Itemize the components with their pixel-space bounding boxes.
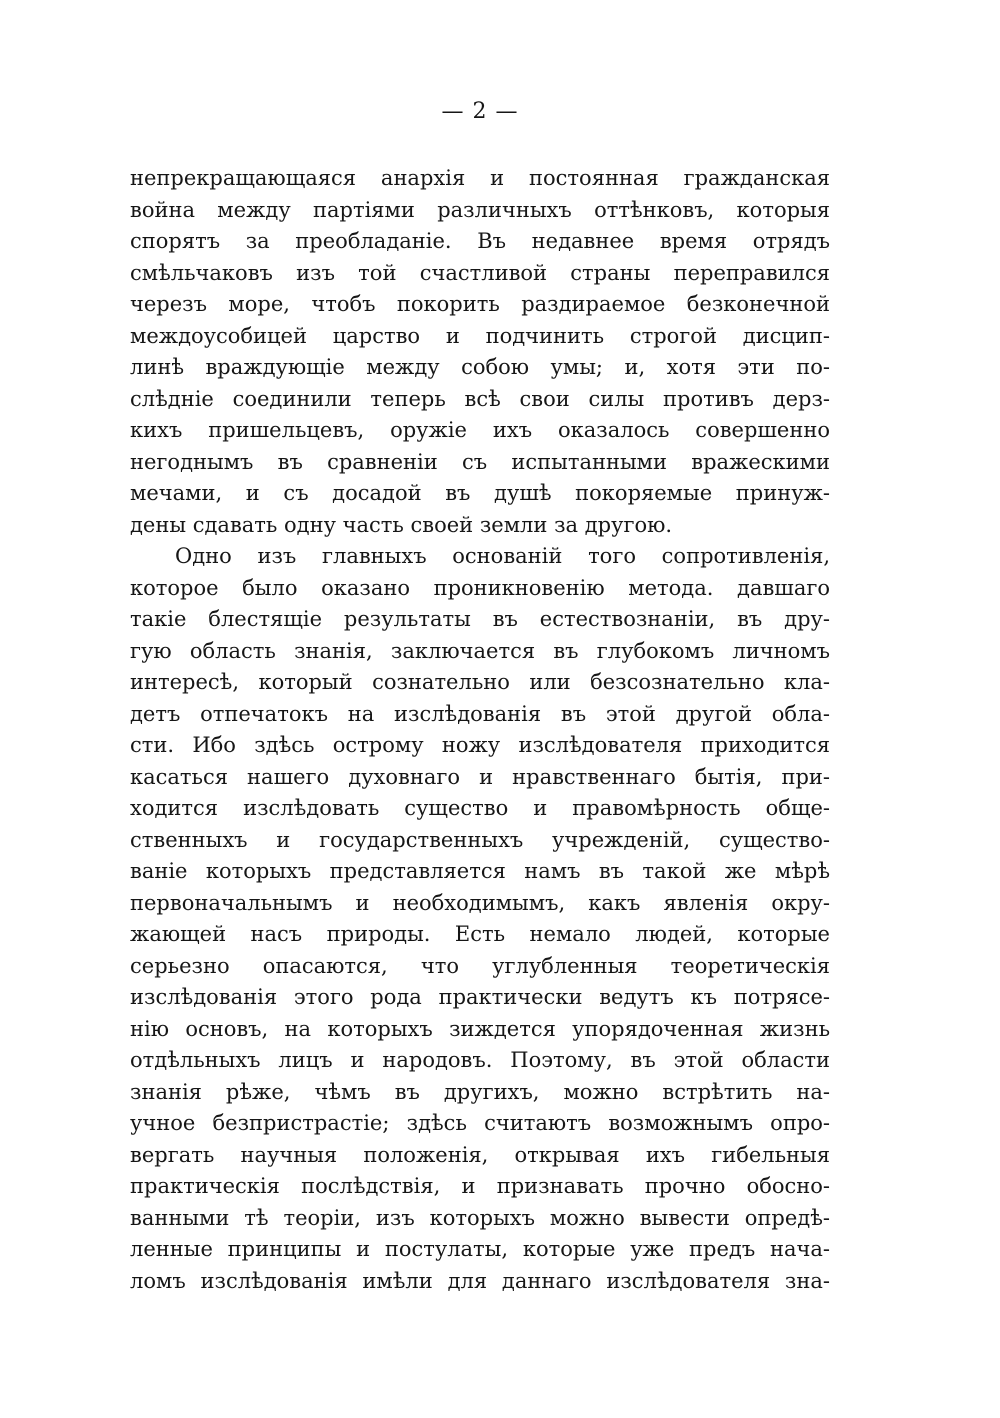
text-line: серьезно опасаются, что углубленныя теоретическія — [130, 953, 830, 978]
text-line: ваніе которыхъ представляется намъ въ такой же мѣрѣ — [130, 859, 830, 883]
text-line: которое было оказано проникновенію метода. давшаго — [130, 575, 830, 600]
text-line: нію основъ, на которыхъ зиждется упорядоченная жизнь — [130, 1016, 830, 1041]
text-line: вергать научныя положенія, открывая ихъ гибельныя — [130, 1142, 830, 1167]
text-line: сти. Ибо здѣсь острому ножу изслѣдователя приходится — [130, 733, 830, 757]
text-line: черезъ море, чтобъ покорить раздираемое безконечной — [130, 292, 830, 316]
text-line: слѣдніе соединили теперь всѣ свои силы противъ дерз- — [130, 386, 830, 411]
text-line: ванными тѣ теоріи, изъ которыхъ можно вывести опредѣ- — [130, 1205, 830, 1230]
page-number: — 2 — — [441, 99, 519, 124]
text-line: дены сдавать одну часть своей земли за другою. — [130, 512, 673, 537]
text-line: негоднымъ въ сравненіи съ испытанными вражескими — [130, 449, 830, 474]
text-line: мечами, и съ досадой въ душѣ покоряемые принуж- — [130, 481, 830, 505]
text-line: война между партіями различныхъ оттѣнковъ, которыя — [130, 197, 830, 222]
text-line: интересѣ, который сознательно или безсознательно кла- — [130, 670, 830, 694]
text-line: кихъ пришельцевъ, оружіе ихъ оказалось совершенно — [130, 418, 830, 442]
text-line: смѣльчаковъ изъ той счастливой страны переправился — [130, 260, 830, 285]
text-line: ломъ изслѣдованія имѣли для даннаго изслѣдователя зна- — [130, 1268, 830, 1293]
text-line: гую область знанія, заключается въ глубокомъ личномъ — [130, 638, 830, 663]
text-line: касаться нашего духовнаго и нравственнаго бытія, при- — [130, 764, 830, 789]
paragraph-1 — [130, 163, 830, 541]
text-line: изслѣдованія этого рода практически ведутъ къ потрясе- — [130, 985, 830, 1009]
text-line: практическія послѣдствія, и признавать прочно обосно- — [130, 1174, 830, 1198]
page-body — [130, 163, 830, 1297]
text-line: междоусобицей царство и подчинить строгой дисцип- — [130, 323, 830, 348]
paragraph-2 — [130, 541, 830, 1297]
text-line: жающей насъ природы. Есть немало людей, которые — [130, 922, 830, 946]
text-line: спорятъ за преобладаніе. Въ недавнее время отрядъ — [130, 229, 830, 253]
text-line: отдѣльныхъ лицъ и народовъ. Поэтому, въ этой области — [130, 1048, 830, 1072]
text-line: ленные принципы и постулаты, которые уже предъ нача- — [130, 1237, 830, 1261]
text-line: детъ отпечатокъ на изслѣдованія въ этой другой обла- — [130, 701, 830, 726]
text-line: Одно изъ главныхъ основаній того сопротивленія, — [175, 544, 830, 568]
text-line: учное безпристрастіе; здѣсь считаютъ возможнымъ опро- — [130, 1111, 830, 1135]
text-line: такіе блестящіе результаты въ естествознаніи, въ дру- — [130, 607, 830, 631]
text-line: непрекращающаяся анархія и постоянная гражданская — [130, 166, 830, 190]
text-line: первоначальнымъ и необходимымъ, какъ явленія окру- — [130, 890, 830, 915]
text-line: линѣ враждующіе между собою умы; и, хотя эти по- — [130, 355, 830, 379]
text-line: ственныхъ и государственныхъ учрежденій, существо- — [130, 827, 830, 852]
text-line: знанія рѣже, чѣмъ въ другихъ, можно встрѣтить на- — [130, 1079, 830, 1104]
text-line: ходится изслѣдовать существо и правомѣрность обще- — [130, 796, 830, 820]
